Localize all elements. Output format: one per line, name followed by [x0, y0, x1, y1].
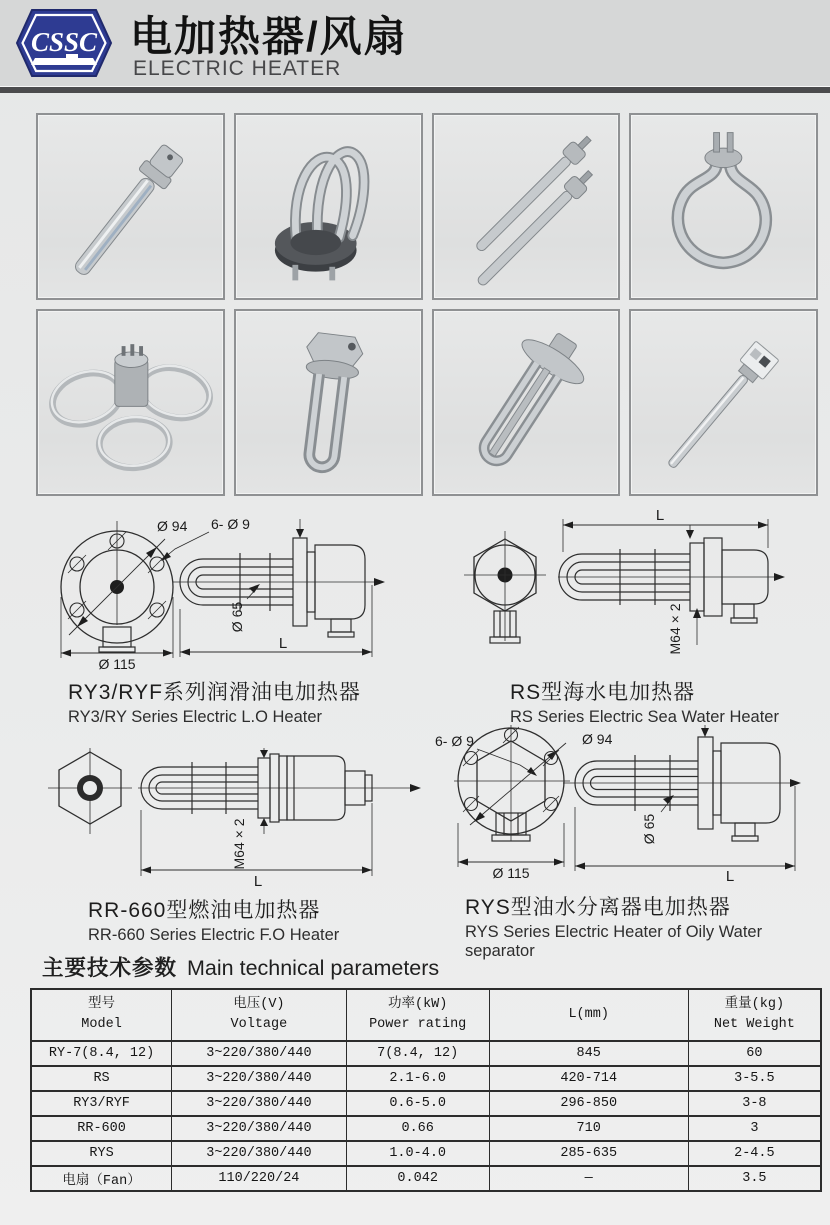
col-header-length: L(mm) — [489, 989, 688, 1041]
drawing-rys-block — [430, 725, 820, 961]
technical-parameters-table — [30, 988, 822, 1192]
dim-label-length: L — [725, 868, 735, 885]
dim-label-dia94: Ø 94 — [157, 518, 188, 534]
parameters-title-cn: 主要技术参数 — [42, 956, 178, 980]
dim-label-holes: 6- Ø 9 — [435, 733, 474, 749]
page-header — [0, 0, 830, 86]
u-tube-flange-heater-image — [236, 115, 421, 298]
photo-u-tube-flange-heater — [234, 113, 423, 300]
loop-heater-image — [631, 115, 816, 298]
cell-power: 0.6-5.0 — [346, 1091, 489, 1116]
cell-weight: 60 — [688, 1041, 821, 1066]
dim-label-dia65: Ø 65 — [229, 601, 245, 633]
dim-label-dia115: Ø 115 — [492, 865, 530, 881]
flanged-bundle-heater-image — [434, 311, 619, 494]
cell-model: 电扇（Fan） — [31, 1166, 172, 1191]
rod-heater-image — [38, 115, 223, 298]
rs-technical-drawing — [450, 505, 830, 670]
ry3-caption-en: RY3/RY Series Electric L.O Heater — [68, 708, 323, 726]
cell-weight: 3 — [688, 1116, 821, 1141]
page-subtitle: ELECTRIC HEATER — [133, 57, 342, 80]
table-row — [31, 1041, 821, 1066]
cell-model: RS — [31, 1066, 172, 1091]
cell-voltage: 110/220/24 — [172, 1166, 347, 1191]
cell-weight: 3.5 — [688, 1166, 821, 1191]
cell-model: RYS — [31, 1141, 172, 1166]
rys-technical-drawing — [430, 725, 820, 885]
table-row — [31, 1166, 821, 1191]
table-header-row — [31, 989, 821, 1041]
dim-label-dia65: Ø 65 — [641, 813, 657, 845]
cell-power: 2.1-6.0 — [346, 1066, 489, 1091]
col-header-model: 型号 Model — [31, 989, 172, 1041]
cssc-logo — [14, 7, 114, 79]
photo-three-loop-heater — [36, 309, 225, 496]
col-header-power: 功率(kW) Power rating — [346, 989, 489, 1041]
cell-model: RY3/RYF — [31, 1091, 172, 1116]
drawing-rr660-block — [40, 748, 435, 945]
rys-caption-en: RYS Series Electric Heater of Oily Water separator — [465, 923, 763, 960]
cell-voltage: 3~220/380/440 — [172, 1091, 347, 1116]
cell-weight: 2-4.5 — [688, 1141, 821, 1166]
drawing-rs-block — [450, 505, 830, 727]
cell-length: — — [489, 1166, 688, 1191]
ry3-technical-drawing — [35, 505, 430, 670]
rs-caption — [510, 676, 830, 727]
cell-model: RY-7(8.4, 12) — [31, 1041, 172, 1066]
cell-power: 7(8.4, 12) — [346, 1041, 489, 1066]
logo-text: CSSC — [30, 27, 98, 57]
photo-twin-rod-heater — [432, 113, 621, 300]
col-header-voltage: 电压(V) Voltage — [172, 989, 347, 1041]
cell-power: 0.042 — [346, 1166, 489, 1191]
ry3-caption-cn: RY3/RYF系列润滑油电加热器 — [68, 681, 361, 704]
cell-voltage: 3~220/380/440 — [172, 1116, 347, 1141]
rys-caption-cn: RYS型油水分离器电加热器 — [465, 896, 731, 919]
product-photo-grid — [36, 113, 818, 496]
dim-label-thread: M64 × 2 — [231, 818, 247, 870]
photo-rod-terminal-box-heater — [629, 309, 818, 496]
cell-model: RR-600 — [31, 1116, 172, 1141]
cell-length: 420-714 — [489, 1066, 688, 1091]
parameters-section-title — [42, 951, 439, 982]
photo-u-tube-hex-heater — [234, 309, 423, 496]
dim-label-length: L — [278, 635, 288, 652]
rs-caption-en: RS Series Electric Sea Water Heater — [510, 708, 779, 726]
cell-length: 710 — [489, 1116, 688, 1141]
dim-label-thread: M64 × 2 — [667, 603, 683, 655]
page-title: 电加热器/风扇 — [130, 13, 408, 60]
cell-voltage: 3~220/380/440 — [172, 1066, 347, 1091]
rr660-caption-en: RR-660 Series Electric F.O Heater — [88, 926, 340, 944]
ry3-caption — [68, 676, 430, 727]
table-row — [31, 1091, 821, 1116]
cell-length: 845 — [489, 1041, 688, 1066]
dim-label-length: L — [655, 507, 665, 524]
cell-weight: 3-5.5 — [688, 1066, 821, 1091]
cell-voltage: 3~220/380/440 — [172, 1141, 347, 1166]
photo-flanged-bundle-heater — [432, 309, 621, 496]
cell-voltage: 3~220/380/440 — [172, 1041, 347, 1066]
cell-length: 285-635 — [489, 1141, 688, 1166]
photo-rod-heater — [36, 113, 225, 300]
table-row — [31, 1141, 821, 1166]
rr660-technical-drawing — [40, 748, 435, 888]
dim-label-holes: 6- Ø 9 — [211, 516, 250, 532]
table-row — [31, 1066, 821, 1091]
dim-label-dia115: Ø 115 — [98, 656, 136, 672]
table-row — [31, 1116, 821, 1141]
rod-terminal-box-heater-image — [631, 311, 816, 494]
dim-label-length: L — [253, 873, 263, 890]
rr660-caption — [88, 894, 435, 945]
cell-power: 0.66 — [346, 1116, 489, 1141]
photo-loop-heater — [629, 113, 818, 300]
twin-rod-heater-image — [434, 115, 619, 298]
u-tube-hex-heater-image — [236, 311, 421, 494]
divider-bar — [0, 86, 830, 93]
cell-length: 296-850 — [489, 1091, 688, 1116]
rys-caption — [465, 891, 820, 961]
dim-label-dia94: Ø 94 — [582, 731, 613, 747]
cell-weight: 3-8 — [688, 1091, 821, 1116]
parameters-title-en: Main technical parameters — [187, 956, 440, 980]
rr660-caption-cn: RR-660型燃油电加热器 — [88, 899, 321, 922]
three-loop-heater-image — [38, 311, 223, 494]
col-header-weight: 重量(kg) Net Weight — [688, 989, 821, 1041]
cell-power: 1.0-4.0 — [346, 1141, 489, 1166]
drawing-ry3-block — [35, 505, 430, 727]
rs-caption-cn: RS型海水电加热器 — [510, 681, 696, 704]
